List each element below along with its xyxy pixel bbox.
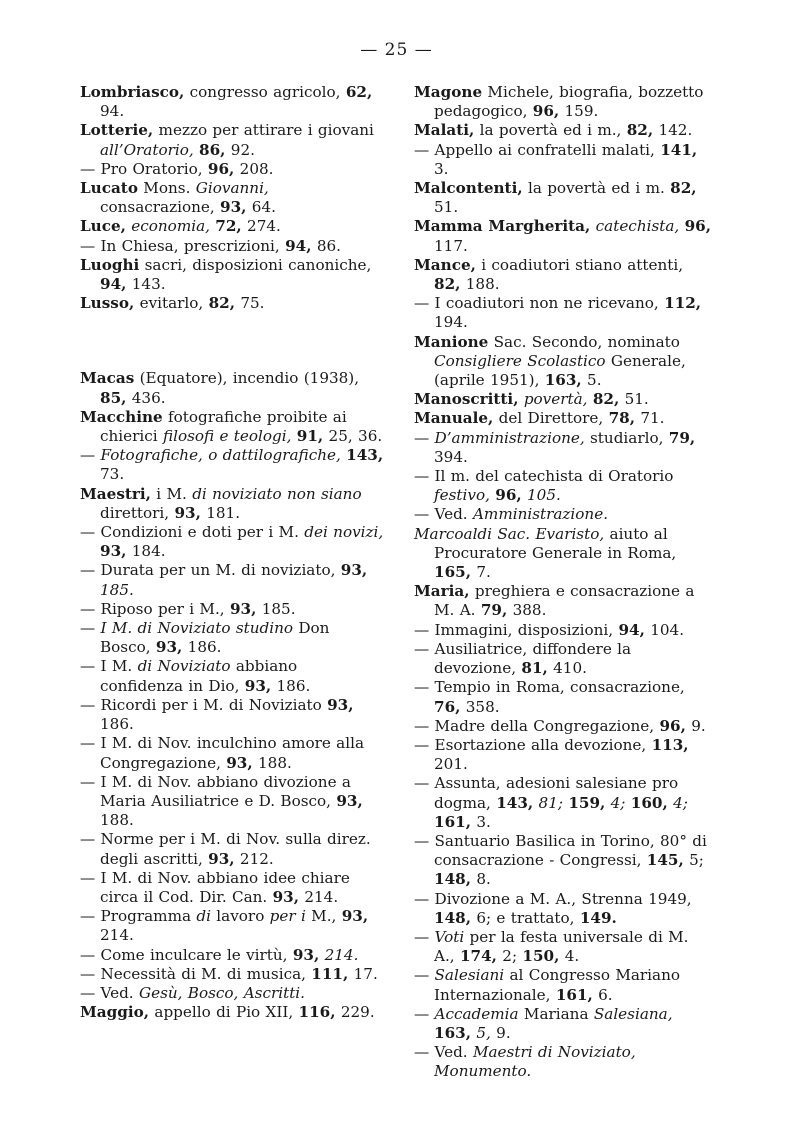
index-entry (80, 237, 385, 256)
entry-text: — I coadiutori non ne ricevano, (414, 294, 665, 313)
index-entry (80, 179, 385, 217)
entry-text: di noviziato non siano (192, 484, 362, 503)
entry-text: 150, (522, 947, 560, 966)
entry-text: 4; (610, 793, 626, 812)
entry-text: 3. (434, 159, 449, 178)
entry-text: — (414, 428, 435, 447)
entry-text: I M. di Noviziato studino (100, 619, 293, 638)
index-entry (80, 696, 385, 734)
entry-text: 148, (434, 908, 471, 927)
entry-text: 214. (324, 945, 359, 964)
entry-text: 93, (336, 791, 363, 810)
entry-text: 93, (100, 542, 127, 561)
entry-text: 73. (100, 465, 125, 484)
index-entry (80, 561, 385, 599)
entry-text: 161, (434, 812, 471, 831)
index-entry (414, 429, 714, 467)
entry-text: 81; (538, 793, 563, 812)
index-entry (414, 505, 714, 524)
entry-text: 185. (100, 580, 134, 599)
index-entry (414, 717, 714, 736)
entry-text: festivo, (434, 486, 490, 505)
index-entry (80, 408, 385, 446)
index-entry (414, 409, 714, 428)
entry-text: Gesù, Bosco, Ascritti. (138, 983, 305, 1002)
entry-text: 212. (234, 849, 274, 868)
entry-text: Michele, biografia, bozzetto pedagogico, (434, 83, 704, 121)
entry-text: 82, (208, 294, 236, 313)
entry-text: Salesiani (434, 966, 505, 985)
entry-text: Mons. (137, 179, 196, 198)
entry-text: Evaristo, (535, 524, 605, 543)
entry-text: 201. (434, 755, 468, 774)
entry-text: 8. (471, 870, 491, 889)
entry-text: — Ved. (414, 1043, 473, 1062)
entry-text: 410. (547, 659, 587, 678)
entry-text: 159, (568, 793, 606, 812)
entry-text: — Programma (80, 907, 197, 926)
entry-text: 112, (664, 294, 702, 313)
entry-text: Mamma Margherita, (414, 217, 591, 236)
entry-text: — Norme per i M. di Nov. sulla direz. degli ascritti, (80, 830, 371, 868)
entry-text: 163, (544, 371, 582, 390)
index-entry (414, 121, 714, 140)
entry-text: 5, (476, 1023, 491, 1042)
entry-text: 96, (495, 486, 522, 505)
entry-text: la povertà ed i m., (474, 121, 627, 140)
index-entry (80, 734, 385, 772)
entry-text: direttori, (100, 503, 175, 522)
entry-text: — Necessità di M. di musica, (80, 964, 312, 983)
index-entry (414, 832, 714, 890)
entry-text: sacri, disposizioni canoniche, (139, 255, 372, 274)
entry-text: 93, (327, 695, 354, 714)
index-entry (414, 217, 714, 255)
entry-text: 148, (434, 870, 471, 889)
entry-text: — Il m. del catechista di Oratorio (414, 467, 674, 486)
index-entry (414, 294, 714, 332)
entry-text: 75. (235, 294, 265, 313)
index-entry (80, 965, 385, 984)
entry-text: M., (305, 907, 342, 926)
index-entry (414, 621, 714, 640)
index-entry (414, 678, 714, 716)
entry-text: — I M. di Nov. abbiano divozione a Maria Ausiliatrice e D. Bosco, (80, 772, 351, 810)
entry-text: 111, (311, 964, 349, 983)
entry-text: Consigliere Scolastico (434, 351, 606, 370)
entry-text: al Congresso Mariano Internazionale, (434, 966, 681, 1004)
entry-text: — I M. (80, 657, 138, 676)
entry-text: Mance, (414, 255, 476, 274)
entry-text: 214. (100, 926, 134, 945)
index-entry (414, 736, 714, 774)
entry-text: — Ved. (80, 983, 139, 1002)
entry-text: povertà, (523, 390, 588, 409)
entry-text: del Direttore, (493, 409, 609, 428)
entry-text: 85, (100, 388, 127, 407)
entry-text: 76, (434, 697, 461, 716)
entry-text: 81, (521, 659, 548, 678)
entry-text: 9. (490, 1023, 511, 1042)
entry-text: 96, (207, 159, 235, 178)
index-entry (80, 907, 385, 945)
entry-text: 186. (182, 638, 222, 657)
entry-text: 184. (126, 542, 166, 561)
entry-text: 62, (345, 83, 373, 101)
entry-text: consacrazione, (100, 198, 221, 217)
entry-text: 51. (434, 198, 459, 217)
entry-text: Generale, (aprile 1951), (434, 351, 686, 390)
entry-text: 142. (653, 121, 693, 140)
entry-text: 105. (527, 486, 561, 505)
entry-text: 143, (346, 446, 384, 465)
entry-text: dei novizi, (304, 523, 384, 542)
entry-text: aiuto al Procuratore Generale in Roma, (434, 524, 677, 562)
entry-text: 93, (340, 561, 368, 580)
entry-text: 93, (155, 638, 183, 657)
entry-text: economia, (131, 217, 210, 236)
entry-text: Mariana (518, 1004, 594, 1023)
entry-text: 186. (271, 676, 311, 695)
entry-text: 82, (670, 179, 697, 198)
index-entry (80, 160, 385, 179)
entry-text: 161, (555, 985, 593, 1004)
entry-text: Maestri di Noviziato, Monumento. (434, 1043, 636, 1081)
entry-text: Luoghi (80, 255, 140, 274)
section-gap (80, 313, 385, 369)
entry-text: 188. (252, 753, 292, 772)
entry-text: 91, (296, 427, 324, 446)
entry-text: all’Oratorio, (100, 140, 194, 159)
entry-text: Malati, (414, 121, 475, 140)
entry-text: 145, (646, 851, 684, 870)
entry-text: 214. (299, 887, 339, 906)
entry-text: 93, (272, 887, 300, 906)
entry-text: 82, (626, 121, 654, 140)
index-entry (80, 830, 385, 868)
index-entry (414, 1043, 714, 1081)
entry-text: 72, (215, 217, 242, 236)
index-entry (414, 640, 714, 678)
entry-text: 9. (685, 716, 706, 735)
entry-text: 185. (256, 599, 296, 618)
entry-text: Salesiana, (593, 1004, 673, 1023)
entry-text: la povertà ed i m. (522, 179, 671, 198)
index-entry (414, 141, 714, 179)
entry-text: — Appello ai confratelli malati, (414, 140, 661, 159)
entry-text: — Ricordi per i M. di Noviziato (80, 695, 328, 714)
entry-text: 394. (434, 447, 468, 466)
index-entry (414, 333, 714, 391)
entry-text: 116, (298, 1003, 336, 1022)
entry-text: catechista, (595, 217, 680, 236)
entry-text: congresso agricolo, (184, 83, 346, 101)
index-entry (80, 294, 385, 313)
entry-text: Voti (434, 927, 465, 946)
index-entry (414, 467, 714, 505)
entry-text: — (414, 1004, 435, 1023)
entry-text: Lotterie, (80, 121, 154, 140)
entry-text: Amministrazione. (472, 505, 609, 524)
entry-text: — Tempio in Roma, consacrazione, (414, 678, 685, 697)
entry-text: — Riposo per i M., (80, 599, 230, 618)
entry-text: — (414, 966, 435, 985)
entry-text: Malcontenti, (414, 179, 523, 198)
entry-text: 194. (434, 313, 468, 332)
entry-text: Fotografiche, o dattilografiche, (100, 446, 341, 465)
entry-text: 93, (229, 599, 257, 618)
entry-text: 93, (292, 945, 320, 964)
entry-text: — Ausiliatrice, diffondere la devozione, (414, 639, 632, 678)
entry-text: studiarlo, (584, 428, 669, 447)
index-entry (80, 657, 385, 695)
entry-text: 86, (199, 140, 226, 159)
entry-text: Giovanni, (195, 179, 269, 198)
entry-text: 78, (608, 409, 635, 428)
entry-text: per la festa universale di M. A., (434, 927, 689, 966)
entry-text: 143. (126, 275, 166, 294)
entry-text: 165, (434, 563, 471, 582)
entry-text: 143, (496, 793, 534, 812)
entry-text: 4. (559, 947, 580, 966)
entry-text: di (196, 907, 211, 926)
entry-text: Don Bosco, (100, 619, 330, 657)
entry-text: 149. (579, 908, 617, 927)
entry-text: 82, (592, 390, 620, 409)
index-entry (414, 525, 714, 583)
entry-text: 93, (208, 849, 235, 868)
entry-text: 188. (460, 275, 500, 294)
entry-text: 186. (100, 715, 134, 734)
index-entry (414, 83, 714, 121)
index-entry (414, 774, 714, 832)
entry-text: (Equatore), incendio (1938), (134, 369, 360, 388)
entry-text: — I M. di Nov. abbiano idee chiare circa il Cod. Dir. Can. (80, 868, 350, 906)
index-entry (80, 121, 385, 159)
entry-text: 436. (126, 388, 166, 407)
entry-text: — Assunta, adesioni salesiane pro dogma, (414, 774, 679, 812)
entry-text: i coadiutori stiano attenti, (475, 255, 684, 274)
entry-text: 6; e trattato, (471, 908, 580, 927)
entry-text: Maggio, (80, 1003, 150, 1022)
entry-text: 160, (630, 793, 668, 812)
entry-text: 4; (673, 793, 688, 812)
index-entry (80, 1003, 385, 1022)
entry-text: 94. (100, 102, 125, 121)
entry-text: i M. (150, 484, 193, 503)
entry-text: 117. (434, 236, 468, 255)
entry-text: 159. (559, 102, 599, 121)
index-entry (80, 369, 385, 407)
index-entry (80, 984, 385, 1003)
entry-text: 2; (496, 947, 523, 966)
entry-text: Accademia (434, 1004, 519, 1023)
entry-text: appello di Pio XII, (149, 1003, 299, 1022)
entry-text: 25, 36. (323, 427, 383, 446)
entry-text: per i (269, 907, 306, 926)
entry-text: 93, (174, 503, 201, 522)
entry-text: Sac. (497, 524, 531, 543)
entry-text: lavoro (210, 907, 270, 926)
entry-text: 388. (507, 601, 547, 620)
index-entry (80, 446, 385, 484)
entry-text: 229. (335, 1003, 375, 1022)
entry-text: 96, (532, 102, 560, 121)
entry-text: — Come inculcare le virtù, (80, 945, 293, 964)
index-entry (414, 390, 714, 409)
entry-text: — Esortazione alla devozione, (414, 735, 652, 754)
entry-text: — Ved. (414, 505, 473, 524)
entry-text: — Pro Oratorio, (80, 159, 208, 178)
entry-text: 93, (341, 907, 369, 926)
entry-text: Macchine (80, 407, 163, 426)
entry-text: Sac. Secondo, nominato (488, 332, 680, 351)
index-entry (414, 890, 714, 928)
index-entry (414, 1005, 714, 1043)
index-entry (80, 523, 385, 561)
entry-text: 17. (348, 964, 378, 983)
entry-text: 174, (459, 947, 497, 966)
entry-text: filosofi e teologi, (162, 427, 292, 446)
index-entry (414, 928, 714, 966)
left-column (80, 83, 385, 1022)
entry-text: 188. (100, 811, 134, 830)
entry-text: 113, (651, 735, 689, 754)
entry-text: 79, (480, 601, 508, 620)
entry-text: 93, (220, 198, 247, 217)
index-entry (414, 966, 714, 1004)
index-entry (80, 619, 385, 657)
entry-text: Manuale, (414, 409, 494, 428)
entry-text: 92. (225, 140, 255, 159)
entry-text: 6. (592, 985, 613, 1004)
entry-text: Manione (414, 332, 489, 351)
entry-text: D’amministrazione, (434, 428, 585, 447)
entry-text: 94, (100, 275, 127, 294)
entry-text: di Noviziato (137, 657, 231, 676)
entry-text: — (414, 927, 435, 946)
entry-text: 79, (668, 428, 696, 447)
entry-text: — Condizioni e doti per i M. (80, 523, 305, 542)
entry-text: 94, (618, 620, 645, 639)
entry-text: 71. (635, 409, 665, 428)
index-entry (80, 485, 385, 523)
index-entry (414, 179, 714, 217)
entry-text: 104. (644, 620, 685, 639)
entry-text: — Divozione a M. A., Strenna 1949, (414, 889, 692, 908)
entry-text: evitarlo, (134, 294, 209, 313)
entry-text: — (80, 446, 101, 465)
entry-text: mezzo per attirare i giovani (153, 121, 374, 140)
index-entry (80, 600, 385, 619)
entry-text: — I M. di Nov. inculchino amore alla Congregazione, (80, 734, 365, 772)
entry-text: Maestri, (80, 484, 151, 503)
entry-text: Macas (80, 369, 135, 388)
entry-text: 358. (460, 697, 500, 716)
page-number: — 25 — (360, 40, 433, 60)
entry-text: 93, (244, 676, 272, 695)
entry-text: — Durata per un M. di noviziato, (80, 561, 341, 580)
entry-text: 5; (683, 851, 704, 870)
index-entry (80, 869, 385, 907)
entry-text: 82, (434, 275, 461, 294)
entry-text: 5. (581, 371, 602, 390)
entry-text: — Immagini, disposizioni, (414, 620, 619, 639)
entry-text: 7. (471, 563, 491, 582)
entry-text: 141, (660, 140, 698, 159)
entry-text: Lombriasco, (80, 83, 185, 101)
entry-text: abbiano confidenza in Dio, (100, 657, 298, 695)
entry-text: 94, (285, 236, 312, 255)
entry-text: 96, (659, 716, 686, 735)
entry-text: — (80, 619, 101, 638)
entry-text: Magone (414, 83, 483, 101)
entry-text: Lucato (80, 179, 138, 198)
index-entry (80, 217, 385, 236)
entry-text: Manoscritti, (414, 390, 519, 409)
entry-text: 163, (434, 1023, 471, 1042)
entry-text: — Santuario Basilica in Torino, 80° di consacrazione - Congressi, (414, 831, 707, 870)
entry-text: 93, (226, 753, 253, 772)
entry-text: 208. (234, 159, 274, 178)
entry-text: Maria, (414, 582, 470, 601)
entry-text: Luce, (80, 217, 126, 236)
entry-text: — Madre della Congregazione, (414, 716, 660, 735)
index-entry (414, 256, 714, 294)
entry-text: 64. (246, 198, 276, 217)
entry-text: 181. (200, 503, 241, 522)
entry-text: 51. (619, 390, 649, 409)
index-entry (80, 773, 385, 831)
entry-text: fotografiche proibite ai chierici (100, 407, 347, 446)
index-entry (80, 256, 385, 294)
entry-text: preghiera e consacrazione a M. A. (434, 582, 695, 620)
entry-text: Lusso, (80, 294, 135, 313)
entry-text: 3. (471, 812, 491, 831)
index-entry (80, 83, 385, 121)
entry-text: 86. (311, 236, 341, 255)
index-entry (414, 582, 714, 620)
entry-text: 274. (241, 217, 281, 236)
right-column (414, 83, 714, 1082)
entry-text: 96, (684, 217, 711, 236)
index-entry (80, 946, 385, 965)
entry-text: — In Chiesa, prescrizioni, (80, 236, 286, 255)
entry-text: Marcoaldi (414, 524, 493, 543)
